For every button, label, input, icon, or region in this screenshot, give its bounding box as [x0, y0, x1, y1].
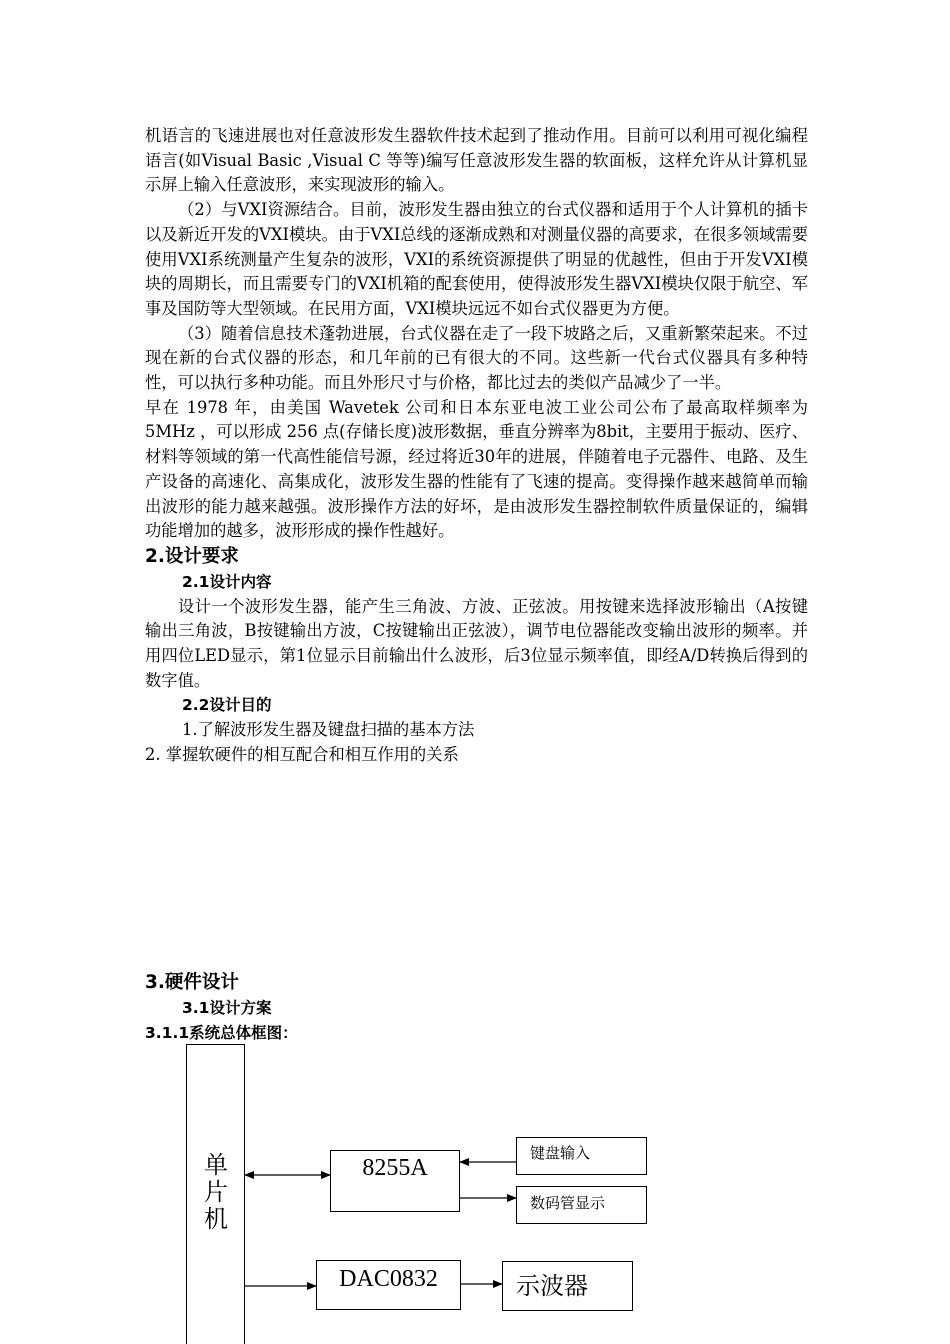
paragraph-1: 机语言的飞速进展也对任意波形发生器软件技术起到了推动作用。目前可以利用可视化编程语言(如Visual Basic ,Visual C 等等)编写任意波形发生器的软面板，这样允许从计算机显示屏上输入任意波形，来实现波形的输入。 — [145, 126, 808, 195]
section-2-1-heading: 2.1设计内容 — [182, 572, 272, 591]
keyboard-input-label: 键盘输入 — [530, 1144, 591, 1162]
section-2-heading: 2.设计要求 — [145, 545, 239, 567]
chip-8255-label: 8255A — [362, 1155, 428, 1181]
paragraph-2: （2）与VXI资源结合。目前，波形发生器由独立的台式仪器和适用于个人计算机的插卡以及新近开发的VXI模块。由于VXI总线的逐渐成熟和对测量仪器的高要求，在很多领域需要使用VXI系统测量产生复杂的波形，VXI的系统资源提供了明显的优越性，但由于开发VXI模块的周期长，而且需要专门的VXI机箱的配套使用，使得波形发生器VXI模块仅限于航空、军事及国防等大型领域。在民用方面，VXI模块远远不如台式仪器更为方便。 — [145, 200, 808, 318]
section-3-heading: 3.硬件设计 — [145, 972, 239, 993]
purpose-item-1: 1.了解波形发生器及键盘扫描的基本方法 — [182, 720, 475, 740]
section-2-1-text: 设计一个波形发生器，能产生三角波、方波、正弦波。用按键来选择波形输出（A按键输出三角波，B按键输出方波，C按键输出正弦波），调节电位器能改变输出波形的频率。并用四位LED显示，第1位显示目前输出什么波形，后3位显示频率值，即经A/D转换后得到的数字值。 — [145, 596, 808, 690]
section-2-2-heading: 2.2设计目的 — [182, 696, 272, 715]
dac-label: DAC0832 — [339, 1266, 438, 1292]
mcu-label: 单片机 — [204, 1151, 228, 1233]
display-label: 数码管显示 — [530, 1194, 606, 1212]
oscilloscope-label: 示波器 — [516, 1272, 588, 1300]
section-3-1-heading: 3.1设计方案 — [182, 999, 272, 1017]
paragraph-4: 早在 1978 年，由美国 Wavetek 公司和日本东亚电波工业公司公布了最高取样频率为 5MHz ，可以形成 256 点(存储长度)波形数据，垂直分辨率为8bit，主要用于振动、医疗、材料等领域的第一代高性能信号源，经过将近30年的进展，伴随着电子元器件、电路、及生产设备的高速化、高集成化，波形发生器的性能有了飞速的提高。变得操作越来越简单而输出波形的能力越来越强。波形操作方法的好坏，是由波形发生器控制软件质量保证的，编辑功能增加的越多，波形形成的操作性越好。 — [145, 397, 808, 541]
section-3-1-1-heading: 3.1.1系统总体框图： — [145, 1024, 298, 1042]
purpose-item-2: 2. 掌握软硬件的相互配合和相互作用的关系 — [145, 744, 459, 764]
paragraph-3: （3）随着信息技术蓬勃进展，台式仪器在走了一段下坡路之后，又重新繁荣起来。不过现在新的台式仪器的形态，和几年前的已有很大的不同。这些新一代台式仪器具有多种特性，可以执行多种功能。而且外形尺寸与价格，都比过去的类似产品减少了一半。 — [145, 323, 808, 393]
